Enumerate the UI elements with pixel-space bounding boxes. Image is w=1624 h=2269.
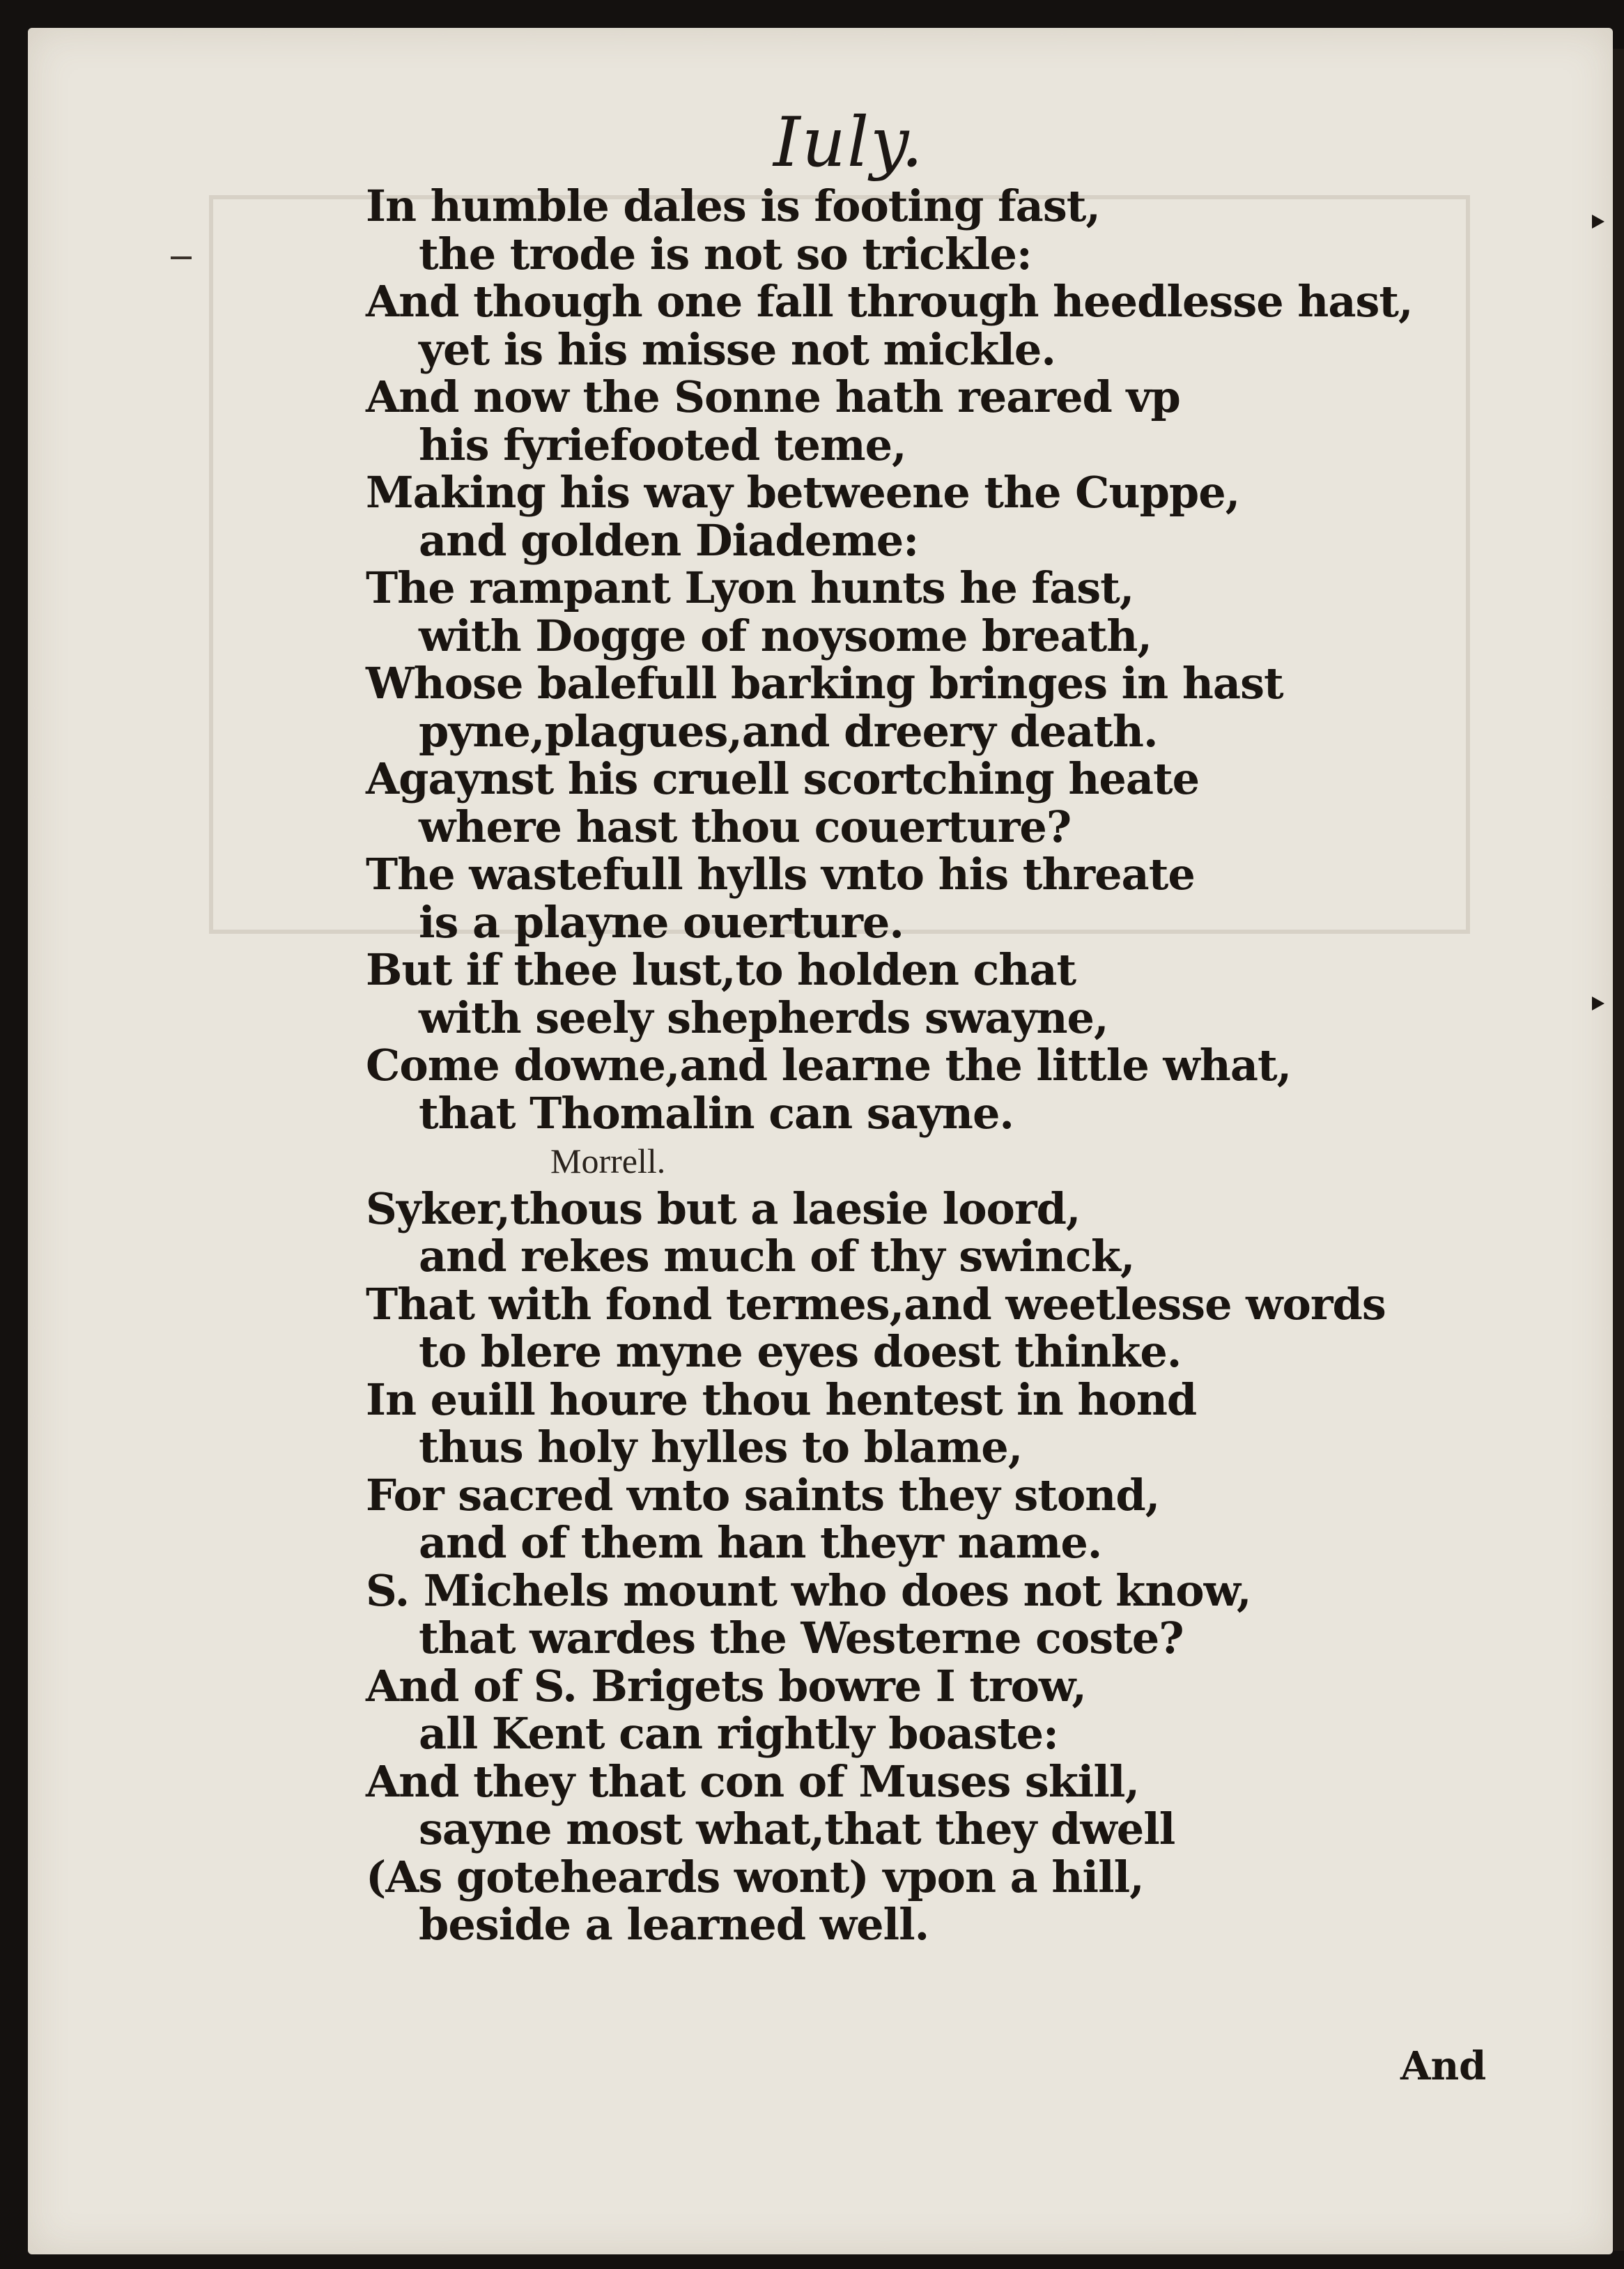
verse-line: and golden Diademe: (419, 514, 919, 566)
verse-line: all Kent can rightly boaste: (419, 1708, 1058, 1759)
verse-line: That with fond termes,and weetlesse words (366, 1278, 1386, 1330)
verse-line: his fyriefooted teme, (419, 419, 906, 470)
verse-line: S. Michels mount who does not know, (366, 1564, 1251, 1616)
verse-stanza (366, 1183, 1386, 1950)
verse-line: In humble dales is footing fast, (366, 180, 1100, 231)
verse-line: For sacred vnto saints they stond, (366, 1469, 1160, 1521)
verse-line: and rekes much of thy swinck, (419, 1231, 1135, 1282)
catchword: And (1400, 2043, 1487, 2089)
verse-line: to blere myne eyes doest thinke. (419, 1326, 1182, 1377)
verse-line: and of them han theyr name. (419, 1517, 1102, 1568)
speaker-label: Morrell. (550, 1141, 666, 1180)
verse-line: beside a learned well. (419, 1899, 929, 1950)
verse-stanza (366, 180, 1413, 1139)
verse-line: is a playne ouerture. (419, 896, 904, 948)
verse-line: where hast thou couerture? (419, 801, 1072, 852)
verse-line: that wardes the Westerne coste? (419, 1613, 1184, 1663)
verse-line: The rampant Lyon hunts he fast, (366, 562, 1134, 613)
verse-block (366, 180, 1413, 1950)
verse-line: Whose balefull barking bringes in hast (366, 658, 1283, 709)
verse-line: But if thee lust,to holden chat (366, 944, 1076, 995)
running-head: Iuly. (773, 103, 925, 183)
verse-line: Making his way betweene the Cuppe, (366, 467, 1240, 518)
verse-line: Agaynst his cruell scortching heate (366, 753, 1200, 804)
margin-mark-pointer-icon (1592, 215, 1604, 229)
verse-line: the trode is not so trickle: (419, 228, 1032, 279)
verse-line: with Dogge of noysome breath, (419, 610, 1152, 661)
verse-line: thus holy hylles to blame, (419, 1422, 1023, 1472)
verse-line: Come downe,and learne the little what, (366, 1040, 1292, 1091)
verse-line: that Thomalin can sayne. (419, 1087, 1014, 1139)
margin-mark (171, 256, 192, 259)
verse-line: Syker,thous but a laesie loord, (366, 1183, 1081, 1234)
verse-line: And though one fall through heedlesse hast, (366, 276, 1413, 327)
verse-line: sayne most what,that they dwell (419, 1803, 1175, 1854)
verse-line: In euill houre thou hentest in hond (366, 1374, 1197, 1425)
verse-line: (As goteheards wont) vpon a hill, (366, 1851, 1144, 1902)
margin-mark-pointer-icon (1592, 997, 1604, 1010)
verse-line: And they that con of Muses skill, (366, 1755, 1140, 1807)
verse-line: And of S. Brigets bowre I trow, (366, 1660, 1086, 1712)
verse-line: yet is his misse not mickle. (419, 323, 1055, 375)
verse-line: And now the Sonne hath reared vp (366, 371, 1180, 422)
verse-line: with seely shepherds swayne, (419, 992, 1108, 1043)
page-edge (1613, 49, 1624, 2251)
verse-line: The wastefull hylls vnto his threate (366, 849, 1195, 900)
verse-line: pyne,plagues,and dreery death. (419, 705, 1158, 757)
